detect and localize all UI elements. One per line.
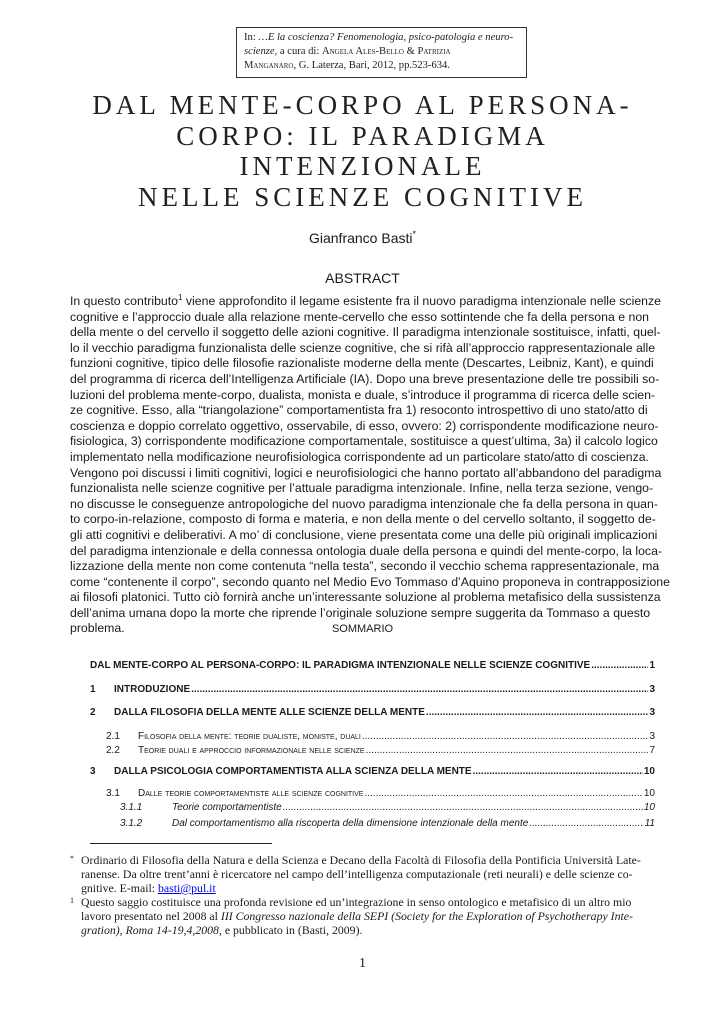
toc-number: 1 <box>90 684 96 695</box>
footnote-text: lavoro presentato nel 2008 al <box>81 908 221 923</box>
toc-leader <box>283 802 643 813</box>
toc-number: 3.1.1 <box>120 802 143 813</box>
toc-label: Teorie duali e approccio informazionale nelle scienze <box>138 745 365 756</box>
footnote-text: gnitive. E-mail: <box>81 880 158 895</box>
footnote-mark: * <box>70 854 74 863</box>
abstract-line: coscienza e doppio correlato oggettivo, osservabile, di esso, ovvero: 2) corrispondente modificazione neuro- <box>70 418 659 433</box>
footnotes <box>70 854 660 937</box>
footnote-author <box>70 854 660 896</box>
toc-entry[interactable] <box>106 731 655 742</box>
abstract-line: dell’anima umana dopo la morte che riprende l’originale soluzione sempre suggerita da Tommaso a questo <box>70 605 651 620</box>
footnote-line <box>81 924 660 938</box>
footnote-line <box>81 882 660 896</box>
citation-editors-prefix: , a cura di: <box>274 46 322 57</box>
title-line: INTENZIONALE <box>239 151 486 181</box>
toc-label: Dal comportamentismo alla riscoperta della dimensione intenzionale della mente <box>172 818 529 829</box>
toc-number: 2.1 <box>106 731 120 742</box>
toc-label: DALLA PSICOLOGIA COMPORTAMENTISTA ALLA SCIENZA DELLA MENTE <box>114 766 472 777</box>
sommario-heading: SOMMARIO <box>331 623 394 635</box>
toc-leader <box>366 745 649 756</box>
toc-label: DAL MENTE-CORPO AL PERSONA-CORPO: IL PARADIGMA INTENZIONALE NELLE SCIENZE COGNITIVE <box>90 660 591 671</box>
footnote-text: , e pubblicato in (Basti, 2009). <box>218 922 363 937</box>
abstract-line: come “contenente il corpo”, secondo quanto nel Medio Evo Tommaso d’Aquino proponeva in contrapposizione <box>70 574 670 589</box>
toc-page: 10 <box>643 802 655 813</box>
citation-prefix: In: <box>244 32 259 43</box>
toc-leader <box>191 684 648 695</box>
title-line: CORPO: IL PARADIGMA <box>176 120 549 151</box>
toc-entry[interactable] <box>90 707 655 718</box>
title-line: DAL MENTE-CORPO AL PERSONA- <box>92 90 633 120</box>
toc-page: 3 <box>649 684 655 695</box>
toc-page: 11 <box>644 818 655 829</box>
abstract-text: In questo contributo <box>70 294 179 308</box>
toc-leader <box>426 707 649 718</box>
author <box>0 229 725 246</box>
footnote-italic: III Congresso nazionale della SEPI (Society for the Exploration of Psychotherapy Inte- <box>220 908 633 923</box>
toc-leader <box>529 818 643 829</box>
citation-line-3 <box>244 59 520 73</box>
abstract-line: lizzazione della mente non come contenuta “nella testa”, secondo il vecchio schema rappresentazionale, ma <box>70 559 660 574</box>
toc-label: INTRODUZIONE <box>114 684 191 695</box>
abstract-line: lo il vecchio paradigma funzionalista delle scienze cognitive, che si rifà all’approccio rappresentazionale alle <box>70 340 656 355</box>
toc-label: DALLA FILOSOFIA DELLA MENTE ALLE SCIENZE DELLA MENTE <box>114 707 425 718</box>
abstract-line: ze cognitive. Esso, alla “triangolazione” comportamentista fra 1) resoconto introspettivo di uno stato/atto di <box>70 403 648 418</box>
footnote-line: Questo saggio costituisce una profonda revisione ed un’integrazione in senso ontologico e metafisico di un altro mio <box>81 894 632 909</box>
footnote-line: Ordinario di Filosofia della Natura e della Scienza e Decano della Facoltà di Filosofia della Pontificia Università Late- <box>81 853 641 867</box>
abstract-line: funzioni cognitive, tipico delle filosofie razionaliste moderne della mente (Descartes, Leibniz, Kant), e quindi <box>70 356 654 371</box>
abstract-text: viene approfondito il legame esistente fra il nuovo paradigma intenzionale nelle scienze <box>182 294 661 308</box>
citation-line-2 <box>244 45 520 59</box>
toc-leader <box>364 788 642 799</box>
toc-number: 3.1 <box>106 788 120 799</box>
footnote-separator <box>90 843 272 844</box>
page-number: 1 <box>359 956 366 971</box>
footnote-ref: 1 <box>178 293 183 302</box>
citation-line-1 <box>244 31 520 45</box>
author-name: Gianfranco Basti <box>308 230 413 246</box>
abstract-line: gli atti cognitivi e deliberativi. A mo’ di conclusione, viene presentata come una delle più originali implicazioni <box>70 527 658 542</box>
toc-leader <box>362 731 649 742</box>
footnote-line: ranense. Da oltre trent’anni è ricercatore nel campo dell’intelligenza computazionale (reti neurali) e delle scienze co- <box>81 866 633 881</box>
abstract-line: to corpo-in-relazione, composto di forma e materia, e non della mente o del cervello soltanto, il soggetto de- <box>70 512 656 527</box>
toc-page: 1 <box>649 660 655 671</box>
toc-label: Filosofia della mente: teorie dualiste, moniste, duali <box>138 731 361 742</box>
citation-book-title: …E la coscienza? Fenomenologia, psico-patologia e neuro- <box>258 32 514 43</box>
toc-entry[interactable] <box>120 802 655 813</box>
footnote-1 <box>70 896 660 938</box>
toc-label: Teorie comportamentiste <box>172 802 282 813</box>
toc-number: 2 <box>90 707 96 718</box>
toc-number: 2.2 <box>106 745 120 756</box>
toc-label: Dalle teorie comportamentiste alle scienze cognitive <box>138 788 364 799</box>
abstract-line: fisiologica, 3) corrispondente modificazione comportamentale, sostituisce a quest’ultima, 3a) il calcolo logico <box>70 434 658 449</box>
toc-leader <box>591 660 648 671</box>
abstract-line: no discusse le conseguenze antropologiche del nuovo paradigma intenzionale che fa della persona in quan- <box>70 496 658 511</box>
abstract-line: del programma di ricerca dell’Intelligenza Artificiale (IA). Dopo una breve presentazione delle tre possibili so- <box>70 371 660 386</box>
abstract-line: del paradigma intenzionale e della connessa ontologia duale della persona e quindi del mente-corpo, la loca- <box>70 543 663 558</box>
toc-entry[interactable] <box>90 684 655 695</box>
toc-entry[interactable] <box>90 660 655 671</box>
toc-number: 3.1.2 <box>120 818 143 829</box>
abstract-line: cognitive e l’approccio duale alla relazione mente-cervello che esso sottintende che fa della persona e non <box>70 309 649 324</box>
title-line: NELLE SCIENZE COGNITIVE <box>138 181 587 212</box>
toc-entry[interactable] <box>106 745 655 756</box>
abstract-line: luzioni del problema mente-corpo, dualista, monista e duale, s’introduce il programma di ricerca delle scien- <box>70 387 656 402</box>
abstract-line: della mente o del cervello il soggetto delle azioni cognitive. Il paradigma intenzionale sostituisce, infatti, quel- <box>70 325 661 340</box>
toc-page: 10 <box>643 788 655 799</box>
toc-entry[interactable] <box>106 788 655 799</box>
abstract-line <box>70 290 660 310</box>
citation-publisher: , G. Laterza, Bari, 2012, pp.523-634. <box>293 60 450 71</box>
citation-box <box>236 27 527 78</box>
toc-entry[interactable] <box>90 766 655 777</box>
footnote-mark: 1 <box>70 895 74 905</box>
citation-editor-last: Manganaro <box>244 60 294 71</box>
abstract-line: implementato nella modificazione neurofisiologica corrispondente ad un particolare stato/atto di coscienza. <box>70 449 649 464</box>
toc-entry[interactable] <box>120 818 655 829</box>
toc-page: 3 <box>649 707 655 718</box>
abstract-heading: ABSTRACT <box>325 270 400 286</box>
email-link[interactable]: basti@pul.it <box>158 880 216 895</box>
citation-book-title-end: scienze <box>244 46 275 57</box>
toc-page: 7 <box>649 745 655 756</box>
toc-leader <box>473 766 643 777</box>
abstract-body <box>70 290 670 637</box>
abstract-line: ai filosofi platonici. Tutto ciò fornirà anche un’interessante soluzione al problema metafisico della sussistenza <box>70 590 661 605</box>
author-footnote-mark: * <box>412 229 416 239</box>
citation-editors: Angela Ales-Bello & Patrizia <box>321 46 451 57</box>
abstract-line: Vengono poi discussi i limiti cognitivi, logici e neurofisiologici che hanno portato all’abbandono del paradigma <box>70 465 662 480</box>
toc-page: 10 <box>643 766 655 777</box>
toc-page: 3 <box>649 731 655 742</box>
paper-title <box>40 90 685 212</box>
abstract-line: funzionalista nelle scienze cognitive per l’attuale paradigma intenzionale. Infine, nella terza sezione, vengo- <box>70 481 654 496</box>
toc-number: 3 <box>90 766 96 777</box>
abstract-line: problema. <box>70 621 125 636</box>
footnote-italic: gration), Roma 14-19,4,2008 <box>81 922 219 937</box>
footnote-line <box>81 910 660 924</box>
